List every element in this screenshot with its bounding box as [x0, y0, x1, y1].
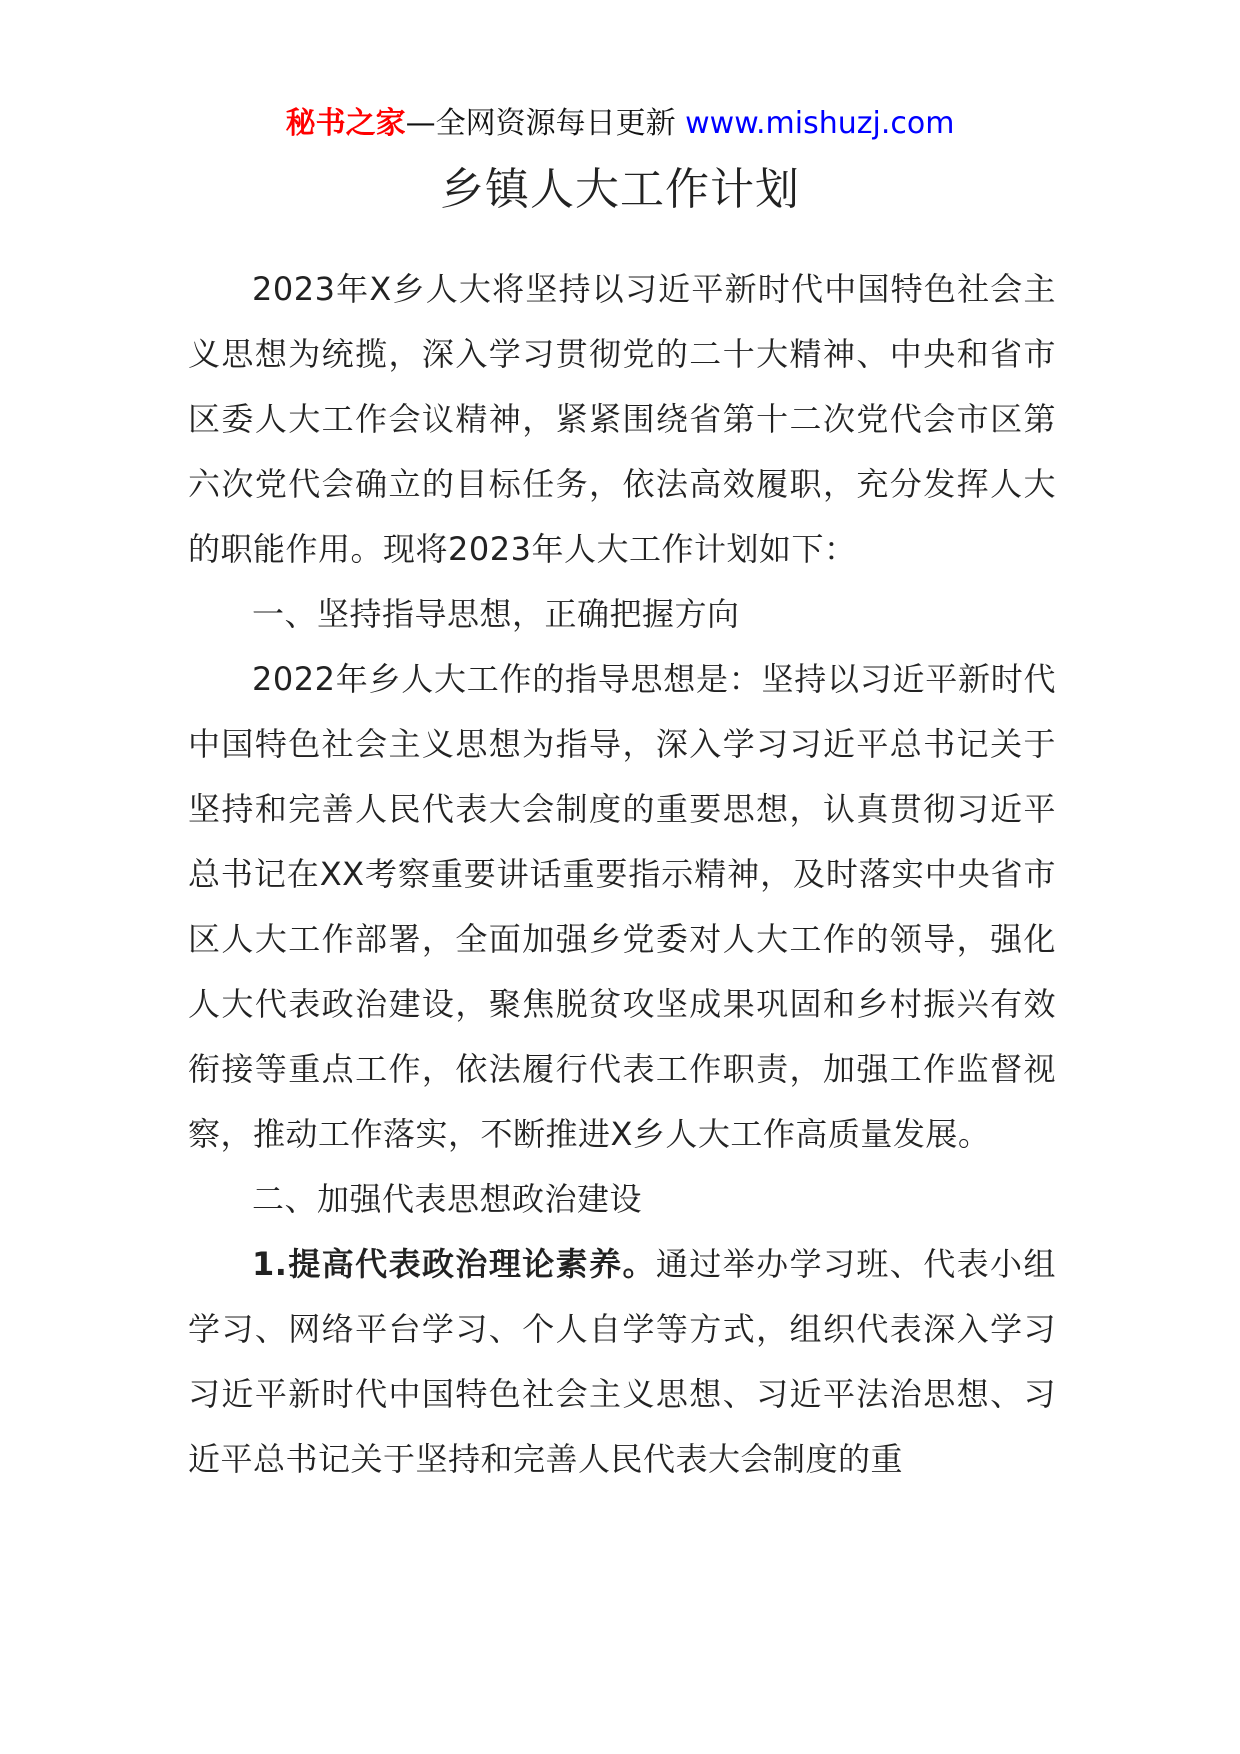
paragraph-text: 通过举办学习班、代表小组学习、网络平台学习、个人自学等方式，组织代表深入学习习近平新时代中国特色社会主义思想、习近平法治思想、习近平总书记关于坚持和完善人民代表大会制度的重	[188, 1245, 1056, 1478]
paragraph-text: 2023年X乡人大将坚持以习近平新时代中国特色社会主义思想为统揽，深入学习贯彻党的二十大精神、中央和省市区委人大工作会议精神，紧紧围绕省第十二次党代会市区第六次党代会确立的目标任务，依法高效履职，充分发挥人大的职能作用。现将2023年人大工作计划如下：	[188, 270, 1056, 568]
site-tagline: —全网资源每日更新	[405, 106, 686, 141]
site-url-link[interactable]: www.mishuzj.com	[685, 106, 955, 141]
document-body	[188, 257, 1056, 1492]
paragraph-text: 2022年乡人大工作的指导思想是：坚持以习近平新时代中国特色社会主义思想为指导，深入学习习近平总书记关于坚持和完善人民代表大会制度的重要思想，认真贯彻习近平总书记在XX考察重要讲话重要指示精神，及时落实中央省市区人大工作部署，全面加强乡党委对人大工作的领导，强化人大代表政治建设，聚焦脱贫攻坚成果巩固和乡村振兴有效衔接等重点工作，依法履行代表工作职责，加强工作监督视察，推动工作落实，不断推进X乡人大工作高质量发展。	[188, 660, 1056, 1153]
heading-text: 一、坚持指导思想，正确把握方向	[252, 595, 740, 633]
paragraph-intro	[188, 257, 1056, 582]
paragraph-guiding-thought	[188, 647, 1056, 1167]
heading-text: 二、加强代表思想政治建设	[252, 1180, 643, 1218]
site-header	[0, 104, 1240, 144]
section-heading-1	[188, 582, 1056, 647]
paragraph-item-1	[188, 1232, 1056, 1492]
section-heading-2	[188, 1167, 1056, 1232]
site-brand: 秘书之家	[285, 106, 406, 141]
document-title: 乡镇人大工作计划	[440, 164, 800, 215]
item-lead-text: 1.提高代表政治理论素养。	[252, 1245, 656, 1283]
